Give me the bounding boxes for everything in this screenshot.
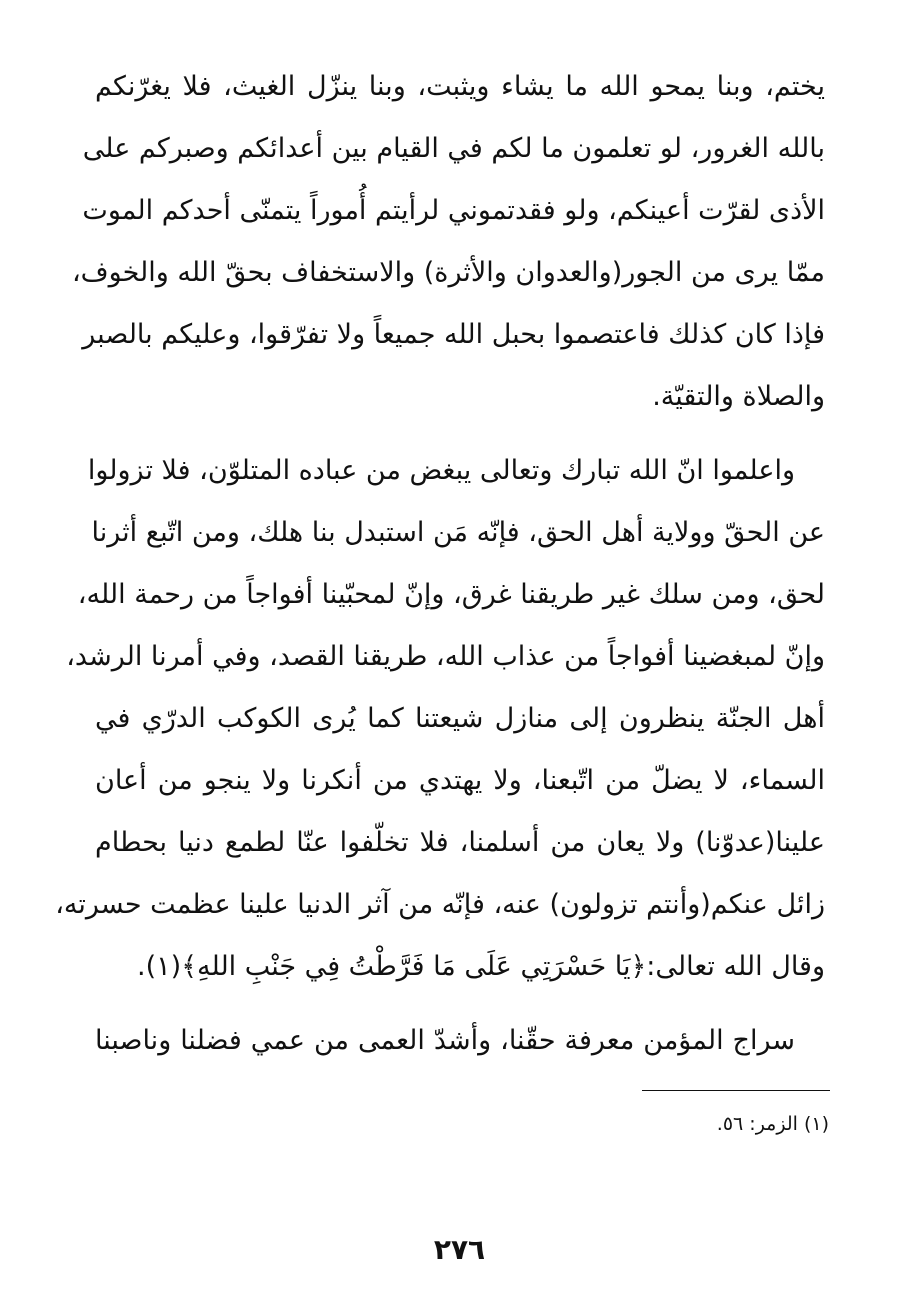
text-line: أهل الجنّة ينظرون إلى منازل شيعتنا كما يُرى الكوكب الدرّي في	[95, 703, 825, 734]
text-line: وقال الله تعالى:﴿يَا حَسْرَتِي عَلَى مَا فَرَّطْتُ فِي جَنْبِ اللهِ﴾(١).	[137, 951, 825, 982]
footnote-divider	[642, 1090, 830, 1091]
paragraph	[55, 440, 825, 998]
text-line: ممّا يرى من الجور(والعدوان والأثرة) والاستخفاف بحقّ الله والخوف،	[71, 257, 825, 288]
paragraph	[71, 56, 825, 428]
text-line: واعلموا انّ الله تبارك وتعالى يبغض من عباده المتلوّن، فلا تزولوا	[87, 455, 795, 486]
text-line: وإنّ لمبغضينا أفواجاً من عذاب الله، طريقنا القصد، وفي أمرنا الرشد،	[66, 641, 825, 672]
paragraph-gap	[95, 428, 825, 440]
text-line: بالله الغرور، لو تعلمون ما لكم في القيام بين أعدائكم وصبركم على	[82, 133, 825, 164]
text-line: سراج المؤمن معرفة حقّنا، وأشدّ العمى من عمي فضلنا وناصبنا	[95, 1025, 795, 1056]
text-line: الأذى لقرّت أعينكم، ولو فقدتموني لرأيتم أُموراً يتمنّى أحدكم الموت	[82, 195, 825, 226]
text-line: علينا(عدوّنا) ولا يعان من أسلمنا، فلا تخلّفوا عنّا لطمع دنيا بحطام	[95, 827, 825, 858]
text-line: زائل عنكم(وأنتم تزولون) عنه، فإنّه من آثر الدنيا علينا عظمت حسرته،	[55, 889, 825, 920]
text-line: يختم، وبنا يمحو الله ما يشاء ويثبت، وبنا ينزّل الغيث، فلا يغرّنكم	[95, 71, 825, 102]
paragraph-gap	[95, 998, 825, 1010]
text-line: لحق، ومن سلك غير طريقنا غرق، وإنّ لمحبّينا أفواجاً من رحمة الله،	[77, 579, 825, 610]
text-line: والصلاة والتقيّة.	[652, 381, 825, 412]
footnote: (١) الزمر: ٥٦.	[716, 1113, 829, 1135]
page-number: ٢٧٦	[433, 1233, 486, 1266]
text-line: فإذا كان كذلك فاعتصموا بحبل الله جميعاً ولا تفرّقوا، وعليكم بالصبر	[82, 319, 825, 350]
body-text	[55, 56, 825, 1072]
paragraph	[95, 1010, 825, 1072]
text-line: عن الحقّ وولاية أهل الحق، فإنّه مَن استبدل بنا هلك، ومن اتّبع أثرنا	[91, 517, 825, 548]
text-line: السماء، لا يضلّ من اتّبعنا، ولا يهتدي من أنكرنا ولا ينجو من أعان	[95, 765, 825, 796]
